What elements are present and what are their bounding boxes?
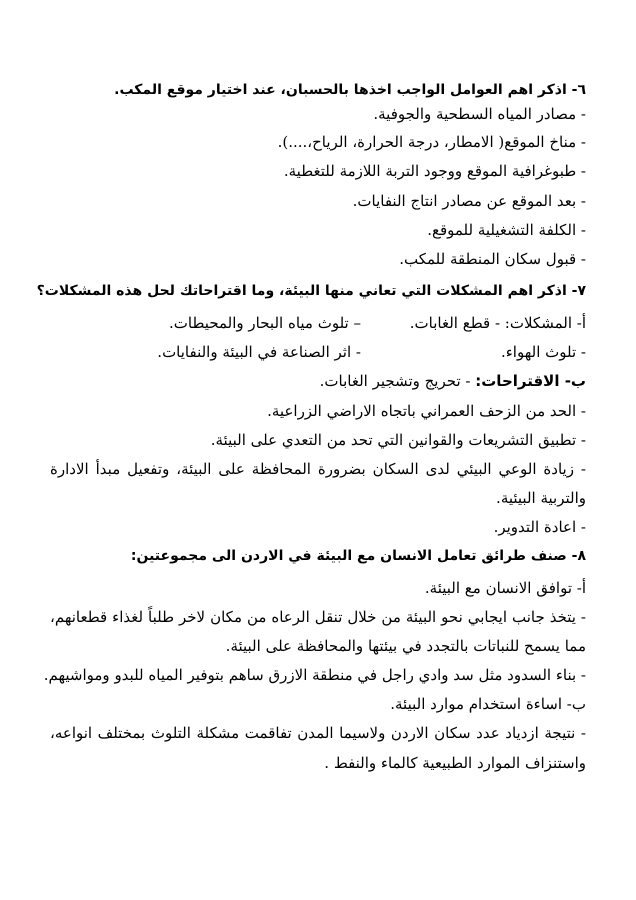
group-a-item: - يتخذ جانب ايجابي نحو البيئة من خلال تنقل الرعاه من مكان لاخر طلباً لغذاء قطعانهم، <box>50 608 586 626</box>
proposal-item: - الحد من الزحف العمراني باتجاه الاراضي الزراعية. <box>267 402 586 420</box>
group-a-item-continuation: مما يسمح للنباتات بالتجدد في بيئتها والمحافظة على البيئة. <box>225 637 586 655</box>
proposal-item: - اعادة التدوير. <box>493 518 586 536</box>
proposals-label: ب- الاقتراحات: <box>475 372 586 390</box>
section6-item: - طبوغرافية الموقع ووجود التربة اللازمة للتغطية. <box>283 162 586 180</box>
section6-item: - الكلفة التشغيلية للموقع. <box>427 221 586 239</box>
section6-item: - بعد الموقع عن مصادر انتاج النفايات. <box>352 192 586 210</box>
problem-item: أ- المشكلات: - قطع الغابات. <box>409 314 586 332</box>
proposal-item: - تحريج وتشجير الغابات. <box>319 372 476 390</box>
proposals-line <box>50 370 586 392</box>
proposal-item-continuation: والتربية البيئية. <box>496 489 586 507</box>
problem-item: - تلوث الهواء. <box>500 343 586 361</box>
group-b-item: - نتيجة ازدياد عدد سكان الاردن ولاسيما المدن تفاقمت مشكلة التلوث بمختلف انواعه، <box>50 724 586 742</box>
section8-heading: ٨- صنف طرائق تعامل الانسان مع البيئة في الاردن الى مجموعتين: <box>130 548 586 564</box>
group-a-title: أ- توافق الانسان مع البيئة. <box>424 579 586 597</box>
proposal-item: - تطبيق التشريعات والقوانين التي تحد من التعدي على البيئة. <box>210 431 586 449</box>
problem-item: - اثر الصناعة في البيئة والنفايات. <box>157 343 361 361</box>
section6-item: - مصادر المياه السطحية والجوفية. <box>373 105 586 123</box>
section6-item: - مناخ الموقع( الامطار، درجة الحرارة، الرياح،....). <box>277 133 586 151</box>
section6-item: - قبول سكان المنطقة للمكب. <box>399 250 586 268</box>
problem-item: – تلوث مياه البحار والمحيطات. <box>169 314 361 332</box>
section7-heading: ٧- اذكر اهم المشكلات التي تعاني منها البيئة، وما اقتراحاتك لحل هذه المشكلات؟ <box>36 283 586 299</box>
problems-row <box>50 341 586 363</box>
section6-heading: ٦- اذكر اهم العوامل الواجب اخذها بالحسبان، عند اختيار موقع المكب. <box>114 82 586 98</box>
problems-row <box>50 312 586 334</box>
group-a-item: - بناء السدود مثل سد وادي راجل في منطقة الازرق ساهم بتوفير المياه للبدو ومواشيهم. <box>43 666 586 684</box>
group-b-title: ب- اساءة استخدام موارد البيئة. <box>390 695 586 713</box>
group-b-item-continuation: واستنزاف الموارد الطبيعية كالماء والنفط . <box>324 754 586 772</box>
proposal-item: - زيادة الوعي البيئي لدى السكان بضرورة المحافظة على البيئة، وتفعيل مبدأ الادارة <box>50 460 586 478</box>
